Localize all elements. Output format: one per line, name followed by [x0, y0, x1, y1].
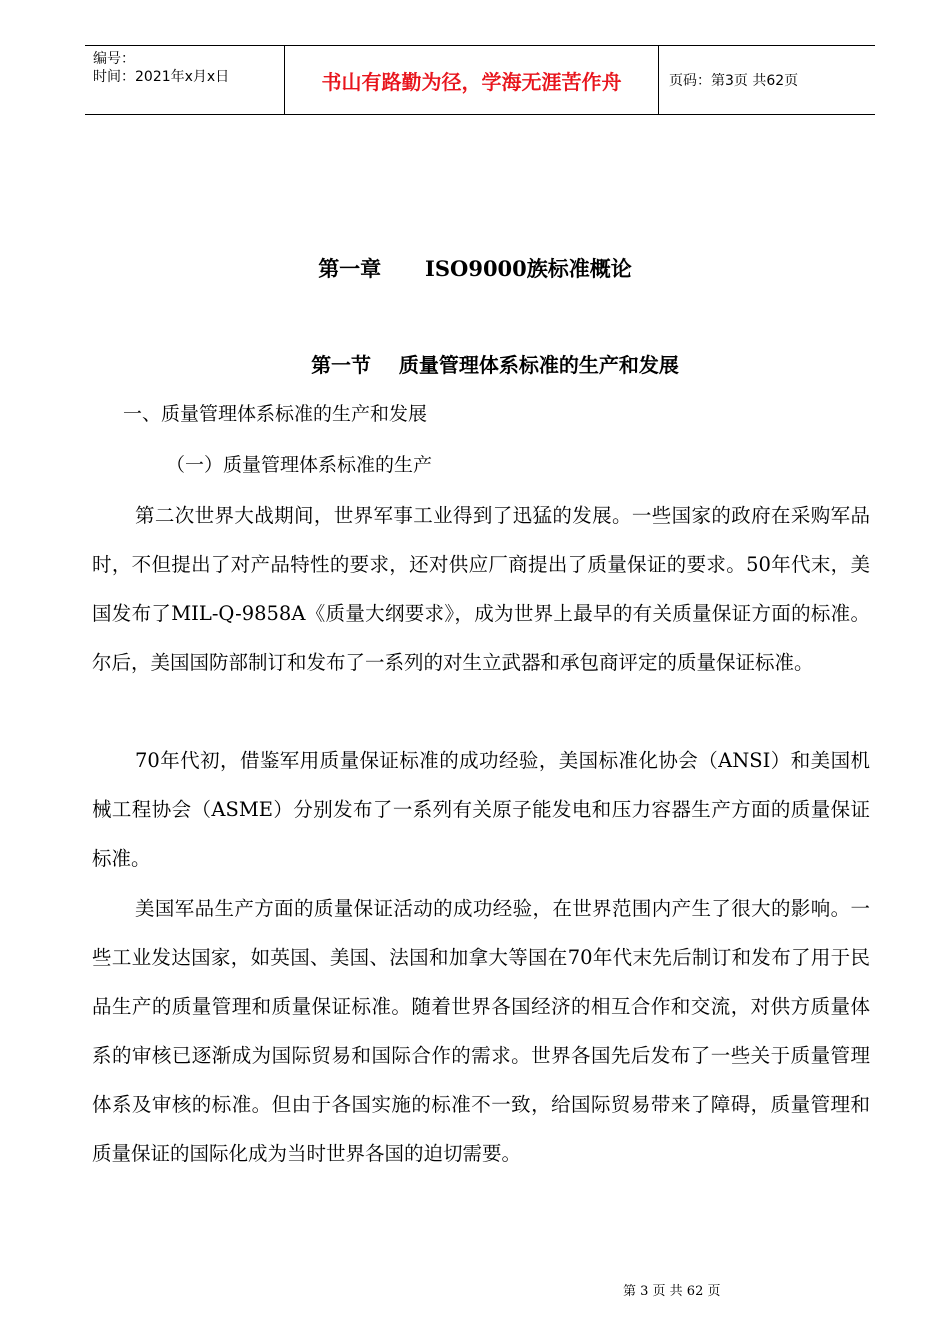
- header-motto: 书山有路勤为径，学海无涯苦作舟: [285, 46, 659, 114]
- number-label: 编号：: [93, 51, 135, 67]
- paragraph-3: 美国军品生产方面的质量保证活动的成功经验，在世界范围内产生了很大的影响。一些工业发达国家，如英国、美国、法国和加拿大等国在70年代末先后制订和发布了用于民品生产的质量管理和质量保证标准。随着世界各国经济的相互合作和交流，对供方质量体系的审核已逐渐成为国际贸易和国际合作的需求。世界各国先后发布了一些关于质量管理体系及审核的标准。但由于各国实施的标准不一致，给国际贸易带来了障碍，质量管理和质量保证的国际化成为当时世界各国的迫切需要。: [92, 897, 870, 1165]
- header-page-info: 页码：第3页 共62页: [669, 73, 799, 89]
- paragraph-1: 第二次世界大战期间，世界军事工业得到了迅猛的发展。一些国家的政府在采购军品时，不但提出了对产品特性的要求，还对供应厂商提出了质量保证的要求。50年代末，美国发布了MIL-Q-9858A《质量大纲要求》，成为世界上最早的有关质量保证方面的标准。尔后，美国国防部制订和发布了一系列的对生立武器和承包商评定的质量保证标准。: [92, 504, 870, 674]
- page-header: [85, 45, 875, 115]
- paragraph-2: 70年代初，借鉴军用质量保证标准的成功经验，美国标准化协会（ANSI）和美国机械工程协会（ASME）分别发布了一系列有关原子能发电和压力容器生产方面的质量保证标准。: [92, 749, 870, 870]
- time-label: 时间：2021年x月x日: [93, 69, 230, 85]
- subheading-2: （一）质量管理体系标准的生产: [166, 454, 433, 476]
- header-meta: [85, 46, 285, 114]
- chapter-title: 第一章 ISO9000族标准概论: [318, 256, 632, 281]
- subheading-1: 一、质量管理体系标准的生产和发展: [123, 403, 428, 425]
- page-footer: 第 3 页 共 62 页: [623, 1284, 721, 1299]
- section-title: 第一节 质量管理体系标准的生产和发展: [311, 353, 679, 377]
